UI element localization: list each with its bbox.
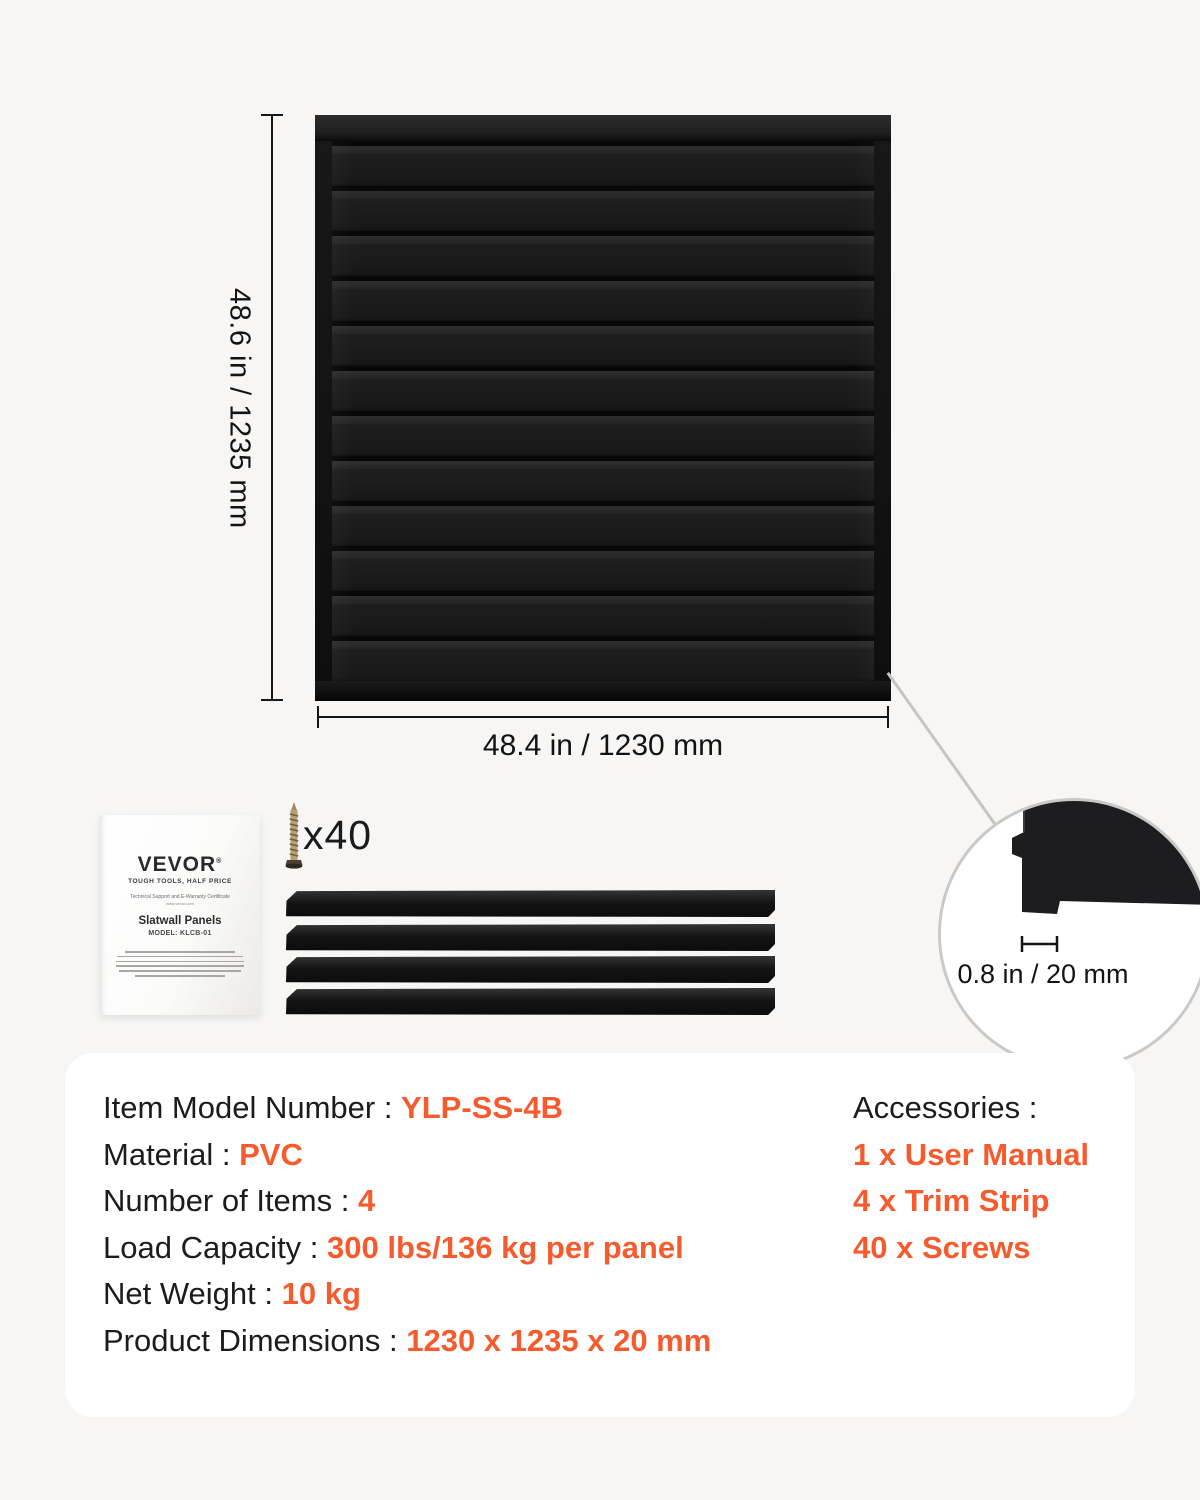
screw-count-label: x40 bbox=[303, 812, 373, 858]
panel-right-rail bbox=[874, 115, 891, 701]
screw-icon bbox=[284, 801, 304, 878]
accessory-item: 40 x Screws bbox=[853, 1229, 1031, 1265]
specifications-card bbox=[65, 1053, 1135, 1417]
manual-subtitle: Technical Support and E-Warranty Certificate bbox=[130, 894, 230, 900]
accessories-list bbox=[853, 1085, 1089, 1271]
panel-height-label: 48.6 in / 1235 mm bbox=[223, 287, 256, 529]
manual-fine-print bbox=[116, 951, 244, 977]
panel-edge-cross-section bbox=[938, 798, 1200, 1070]
slatwall-panel-image bbox=[315, 115, 891, 701]
thickness-callout-circle bbox=[938, 798, 1200, 1070]
spec-row-number-of-items: Number of Items : 4 bbox=[103, 1183, 376, 1218]
panel-top-cap bbox=[315, 115, 891, 141]
panel-thickness-label: 0.8 in / 20 mm bbox=[957, 959, 1129, 989]
panel-bottom-rail bbox=[315, 681, 891, 701]
accessory-item: 4 x Trim Strip bbox=[853, 1183, 1050, 1218]
spec-row-model: Item Model Number : YLP-SS-4B bbox=[103, 1090, 563, 1125]
width-dimension-tick-left bbox=[317, 706, 319, 728]
spec-list bbox=[103, 1085, 711, 1364]
panel-left-rail bbox=[315, 115, 332, 701]
spec-row-load-capacity: Load Capacity : 300 lbs/136 kg per panel bbox=[103, 1229, 684, 1265]
height-dimension-tick-top bbox=[261, 114, 283, 116]
height-dimension-tick-bottom bbox=[261, 699, 283, 701]
spec-row-material: Material : PVC bbox=[103, 1136, 303, 1172]
manual-tagline: TOUGH TOOLS, HALF PRICE bbox=[128, 878, 232, 885]
trim-strip bbox=[286, 988, 775, 1015]
trim-strip bbox=[286, 890, 775, 917]
manual-brand-logo: VEVOR® bbox=[137, 853, 223, 876]
spec-row-dimensions: Product Dimensions : 1230 x 1235 x 20 mm bbox=[103, 1322, 712, 1358]
panel-slats bbox=[315, 141, 891, 681]
accessory-item: 1 x User Manual bbox=[853, 1136, 1090, 1172]
trim-strip bbox=[286, 956, 775, 983]
trim-strip bbox=[286, 924, 775, 951]
accessories-header: Accessories : bbox=[853, 1090, 1038, 1125]
height-dimension-line bbox=[271, 115, 273, 701]
user-manual bbox=[100, 815, 260, 1015]
panel-width-label: 48.4 in / 1230 mm bbox=[482, 729, 724, 762]
width-dimension-tick-right bbox=[887, 706, 889, 728]
manual-website: www.vevor.com bbox=[166, 901, 194, 906]
manual-model-number: MODEL: KLCB-01 bbox=[148, 930, 212, 937]
spec-row-net-weight: Net Weight : 10 kg bbox=[103, 1276, 361, 1311]
width-dimension-line bbox=[318, 716, 888, 718]
manual-title: Slatwall Panels bbox=[138, 915, 222, 927]
